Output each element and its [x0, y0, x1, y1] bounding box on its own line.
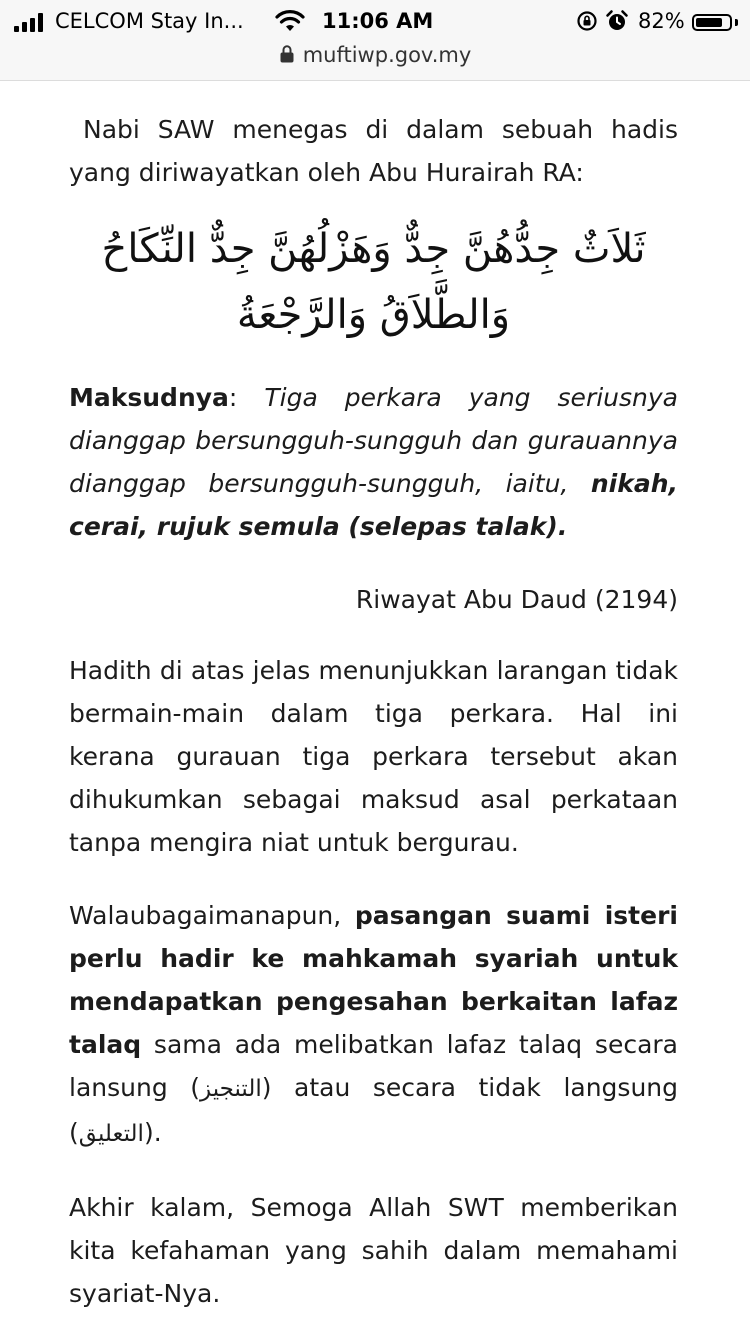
closing-paragraph: Akhir kalam, Semoga Allah SWT memberikan kita kefahaman yang sahih dalam memahami syariat-Nya.	[69, 1193, 678, 1308]
battery-icon	[692, 14, 732, 31]
maksud-highlight: nikah, cerai, rujuk semula (selepas talak).	[69, 469, 678, 541]
battery-level-fill	[696, 18, 722, 27]
status-bar	[0, 0, 750, 81]
maksud-colon: :	[228, 383, 265, 412]
alarm-icon	[605, 9, 629, 33]
maksud-paragraph	[69, 376, 678, 548]
battery-percent: 82%	[638, 9, 685, 33]
lock-icon	[279, 44, 295, 64]
intro-paragraph: Nabi SAW menegas di dalam sebuah hadis yang diriwayatkan oleh Abu Hurairah RA:	[69, 115, 678, 187]
maksud-label: Maksudnya	[69, 383, 229, 412]
arabic-hadith: ثَلاَثٌ جِدُّهُنَّ جِدٌّ وَهَزْلُهُنَّ جِدٌّ النِّكَاحُ وَالطَّلاَقُ وَالرَّجْعَةُ	[101, 226, 646, 338]
url-text: muftiwp.gov.my	[302, 43, 472, 67]
p3-mid2: ) atau secara tidak langsung (	[69, 1073, 679, 1147]
clock-time: 11:06 AM	[322, 9, 434, 33]
hadith-reference: Riwayat Abu Daud (2194)	[355, 585, 678, 614]
arabic-term-taliq: التعليق	[78, 1121, 144, 1147]
p3-bold: pasangan suami isteri perlu hadir ke mahkamah syariah untuk mendapatkan pengesahan berkaitan lafaz talaq	[69, 901, 678, 1059]
court-paragraph	[69, 894, 678, 1156]
signal-icon	[14, 12, 48, 32]
p3-mid: sama ada melibatkan lafaz talaq secara lansung (	[69, 1030, 678, 1102]
p3-end: ).	[143, 1118, 162, 1147]
wifi-icon	[275, 9, 305, 33]
arabic-term-tanjiz: التنجيز	[200, 1076, 262, 1102]
p3-start: Walaubagaimanapun,	[69, 901, 355, 930]
battery-cap	[735, 19, 738, 26]
article-content	[69, 108, 678, 1315]
maksud-translation: Tiga perkara yang seriusnya dianggap bersungguh-sungguh dan gurauannya dianggap bersungguh-sungguh, iaitu,	[69, 383, 678, 498]
rotation-lock-icon	[576, 10, 598, 32]
url-bar[interactable]	[0, 40, 750, 70]
explanation-paragraph: Hadith di atas jelas menunjukkan larangan tidak bermain-main dalam tiga perkara. Hal ini kerana gurauan tiga perkara tersebut akan dihukumkan sebagai maksud asal perkataan tanpa mengira niat untuk bergurau.	[69, 656, 678, 857]
carrier-name: CELCOM Stay In...	[55, 9, 244, 33]
